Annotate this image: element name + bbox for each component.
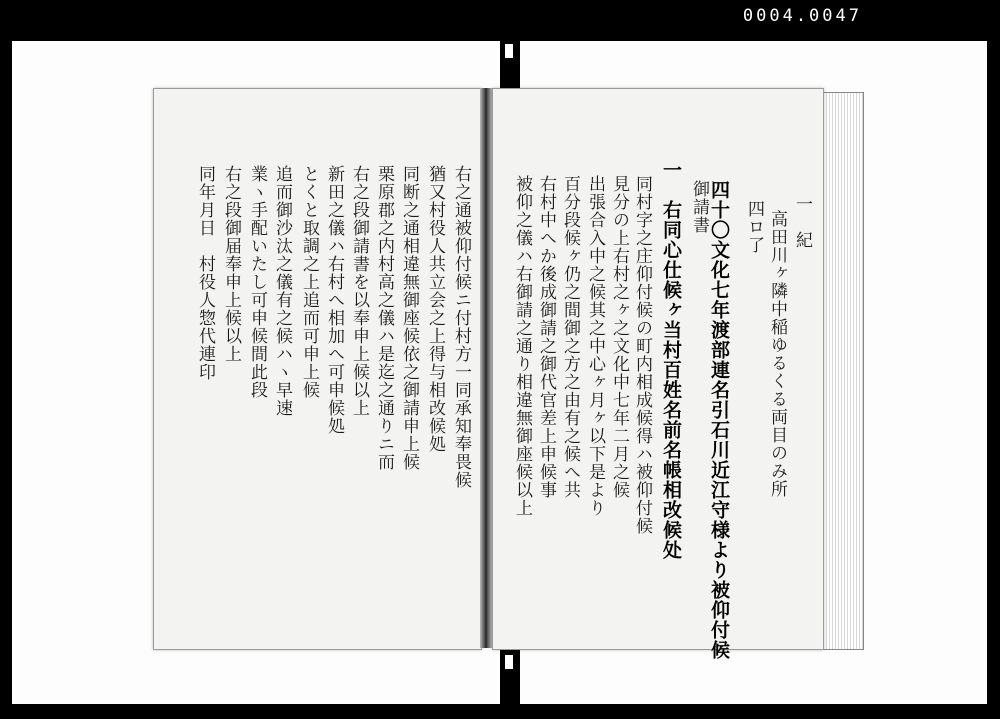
film-frame-id: 0004.0047 xyxy=(742,6,862,26)
left-page-line: 猶又村役人共立会之上得与相改候処 xyxy=(425,165,445,453)
left-page-line: 同断之通相違無御座候依之御請申上候 xyxy=(399,165,419,471)
right-page-line: 同村字之庄仰付候の町内相成候得ハ被仰付候 xyxy=(632,175,652,535)
left-page-line: 同年月日 村役人惣代連印 xyxy=(195,165,215,381)
left-page-line: 右之通被仰付候ニ付村方一同承知奉畏候 xyxy=(451,165,471,489)
right-page-line: 四十〇文化七年渡部連名引石川近江守様より被仰付候 xyxy=(708,180,730,660)
left-page-line: 栗原郡之内村高之儀ハ是迄之通りニ而 xyxy=(374,165,394,471)
spine-mark-bottom xyxy=(505,655,513,669)
left-page-line: 右之段御請書を以奉申上候以上 xyxy=(349,165,369,417)
right-page-line: 百分段候ヶ仍之間御之方之由有之候へ共 xyxy=(560,175,580,499)
right-page-line: 高田川ヶ隣中稲ゆるくる両目のみ所 xyxy=(767,210,787,498)
right-page-line: 御請書 xyxy=(689,180,709,234)
left-page-line: 追而御沙汰之儀有之候ハヽ早速 xyxy=(272,165,292,417)
right-page-line: 一 右同心仕候ヶ当村百姓名前名帳相改候处 xyxy=(660,160,682,560)
right-page-line: 一 紀 xyxy=(792,195,812,249)
spine-mark-top xyxy=(505,44,513,58)
right-page-line: 右村中へか後成御請之御代官差上申候事 xyxy=(536,175,556,499)
right-page-line: 出張合入中之候其之中心ヶ月ヶ以下是より xyxy=(585,175,605,517)
gutter-shadow xyxy=(480,88,492,648)
left-page-line: 新田之儀ハ右村へ相加へ可申候処 xyxy=(324,165,344,435)
left-page-line: 右之段御届奉申上候以上 xyxy=(221,165,241,363)
left-page-line: 業ヽ手配いたし可申候間此段 xyxy=(247,165,267,399)
right-page-line: 四ロ了 xyxy=(744,200,764,254)
right-page-line: 見分の上右村之ヶ之文化中七年二月之候 xyxy=(609,175,629,499)
page-edges xyxy=(822,92,864,650)
right-page-line: 被仰之儀ハ右御請之通り相違無御座候以上 xyxy=(512,175,532,517)
left-page-line: とくと取調之上追而可申上候 xyxy=(299,165,319,399)
